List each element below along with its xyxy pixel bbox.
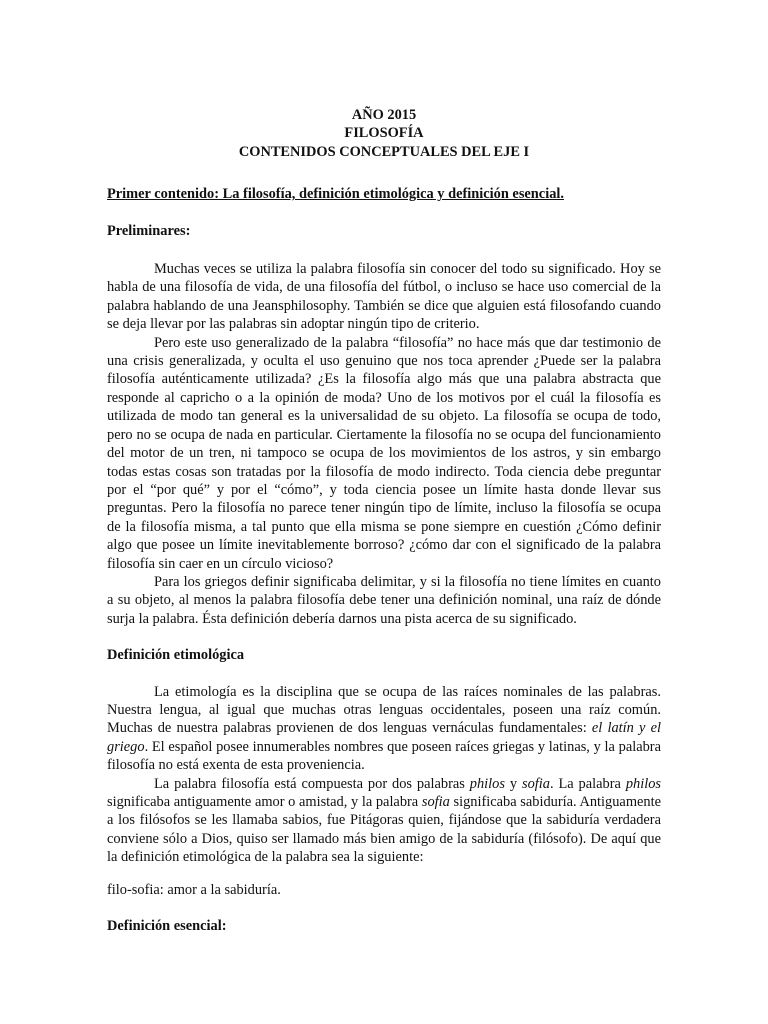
preliminares-paragraph-3: Para los griegos definir significaba delimitar, y si la filosofía no tiene límites en cuanto a su objeto, al menos la palabra filosofía debe tener una definición nominal, una raíz de dónde surja la palabra. Ésta definición debería darnos una pista acerca de su significado. (107, 573, 661, 627)
sofia-term-2: sofia (421, 794, 450, 810)
preliminares-paragraph-1: Muchas veces se utiliza la palabra filosofía sin conocer del todo su significado. Hoy se habla de una filosofía de vida, de una filosofía del fútbol, o incluso se hace uso comercial de la palabra hablando de una Jeansphilosophy. También se dice que alguien está filosofando cuando se deja llevar por las palabras sin adoptar ningún tipo de criterio. (107, 261, 661, 333)
esencial-heading: Definición esencial: (107, 918, 227, 935)
document-header (107, 106, 661, 161)
etimologica-p1-text-b: . El español posee innumerables nombres que poseen raíces griegas y latinas, y la palabra filosofía no está exenta de esta proveniencia. (107, 738, 661, 774)
etimologica-paragraph-2 (107, 775, 661, 867)
etimologica-p2-text-a: La palabra filosofía está compuesta por dos palabras (154, 775, 470, 792)
philos-term-2: philos (625, 775, 661, 792)
preliminares-heading: Preliminares: (107, 222, 191, 239)
preliminares-paragraph-2: Pero este uso generalizado de la palabra “filosofía” no hace más que dar testimonio de una crisis generalizada, y oculta el uso genuino que nos toca aprender ¿Puede ser la palabra filosofía auténticamente utilizada? ¿Es la filosofía algo más que una palabra abstracta que responde al capricho o a la opinión de moda? Uno de los motivos por el cuál la filosofía es utilizada de modo tan general es la universalidad de su objeto. La filosofía se ocupa de todo, pero no se ocupa de nada en particular. Ciertamente la filosofía no se ocupa del funcionamiento del motor de un tren, ni tampoco se ocupa de los movimientos de los astros, y sin embargo todas estas cosas son tratadas por la filosofía de modo indirecto. Toda ciencia debe preguntar por el “por qué” y por el “cómo”, y toda ciencia posee un límite hasta donde llevar sus preguntas. Pero la filosofía no parece tener ningún tipo de límite, incluso la filosofía se ocupa de la filosofía misma, a tal punto que ella misma se pone siempre en cuestión ¿Cómo definir algo que posee un límite inevitablemente borroso? ¿cómo dar con el significado de la palabra filosofía sin caer en un círculo vicioso? (107, 334, 661, 572)
etimologica-p2-text-e: significaba sabiduría. Antiguamente a los filósofos se les llamaba sabios, fue Pitágoras quien, fijándose que la sabiduría verdadera conviene sólo a Dios, quiso ser llamado más bien amigo de la sabiduría (filósofo). De aquí que la definición etimológica de la palabra sea la siguiente: (107, 794, 661, 866)
year-line: AÑO 2015 (351, 107, 417, 123)
etimologica-p2-text-c: . La palabra (549, 775, 626, 792)
title-line: CONTENIDOS CONCEPTUALES DEL EJE I (238, 143, 530, 160)
first-content-heading: Primer contenido: La filosofía, definición etimológica y definición esencial. (107, 186, 564, 203)
etymology-definition-line: filo-sofia: amor a la sabiduría. (107, 881, 281, 898)
subject-line: FILOSOFÍA (344, 125, 424, 142)
etimologica-p1-text-a: La etimología es la disciplina que se ocupa de las raíces nominales de las palabras. Nuestra lengua, al igual que muchas otras lenguas occidentales, poseen una raíz común. Muchas de nuestra palabras provienen de dos lenguas vernáculas fundamentales: (107, 683, 661, 737)
etimologica-p2-text-b: y (504, 775, 522, 792)
sofia-term: sofia (521, 775, 550, 792)
etimologica-p1-emphasis: el latín y el griego (107, 720, 661, 755)
philos-term: philos (469, 775, 505, 792)
etimologica-p2-text-d: significaba antiguamente amor o amistad, y la palabra (107, 794, 422, 810)
etimologica-heading: Definición etimológica (107, 647, 245, 664)
etimologica-paragraph-1 (107, 683, 661, 775)
